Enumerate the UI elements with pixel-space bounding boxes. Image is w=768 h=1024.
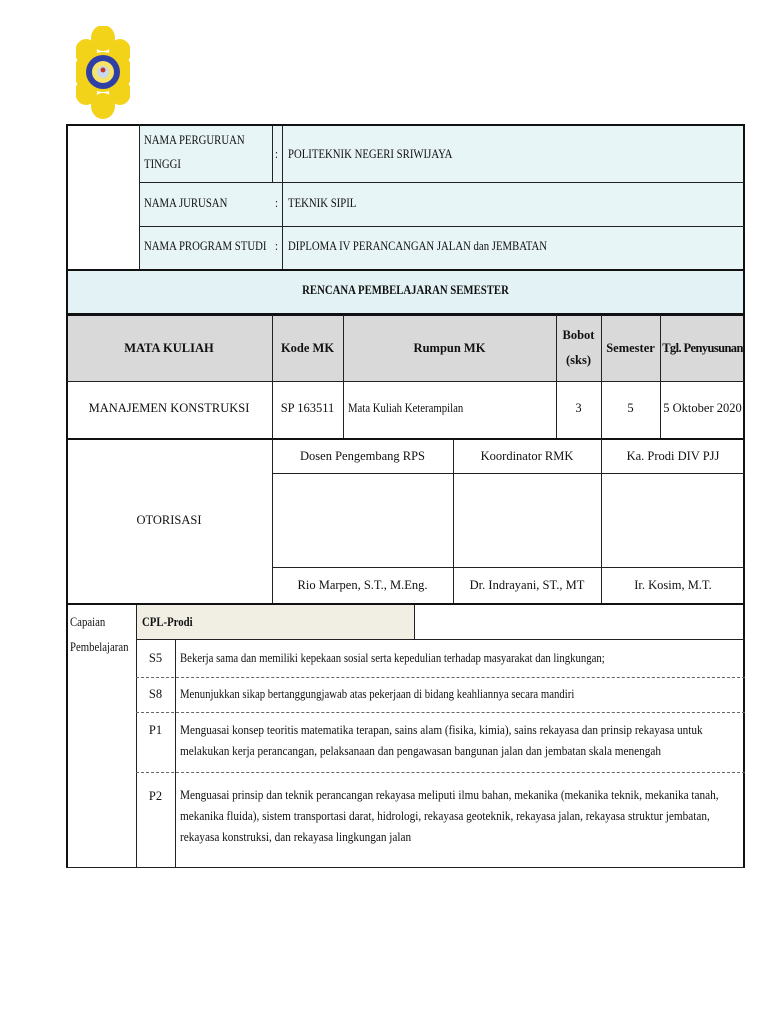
col-mata-kuliah: MATA KULIAH	[124, 341, 214, 355]
cpl-text-s8: Menunjukkan sikap bertanggungjawab atas pekerjaan di bidang keahliannya secara mandiri	[180, 687, 575, 701]
cell-mata-kuliah: MANAJEMEN KONSTRUKSI	[88, 401, 250, 415]
cell-tgl: 5 Oktober 2020	[663, 401, 742, 415]
otorisasi-label: OTORISASI	[136, 513, 202, 527]
col-rumpun-mk: Rumpun MK	[413, 341, 486, 355]
otorisasi-col-3: Ka. Prodi DIV PJJ	[626, 449, 720, 463]
header-label-2: NAMA JURUSAN	[144, 196, 228, 210]
header-value-2: TEKNIK SIPIL	[288, 196, 357, 210]
header-value-1: POLITEKNIK NEGERI SRIWIJAYA	[288, 147, 453, 161]
col-semester: Semester	[606, 341, 655, 355]
col-kode-mk: Kode MK	[280, 341, 335, 355]
header-sep-2: :	[275, 196, 278, 210]
col-tgl: Tgl. Penyusunan	[662, 341, 743, 355]
cpl-text-p2: Menguasai prinsip dan teknik perancangan rekayasa meliputi ilmu bahan, mekanika (mekanika teknik, mekanika tanah, mekanika fluida), sistem transportasi darat, hidrologi, rekayasa geoteknik, rekayasa jalan, rekayasa struktur jembatan, rekayasa konstruksi, dan rekayasa lingkungan jalan	[180, 788, 719, 844]
header-sep-3: :	[275, 239, 278, 253]
signatory-1: Rio Marpen, S.T., M.Eng.	[297, 578, 428, 592]
otorisasi-col-1: Dosen Pengembang RPS	[300, 449, 425, 463]
header-label-1b: TINGGI	[144, 157, 182, 171]
cell-rumpun-mk: Mata Kuliah Keterampilan	[348, 401, 464, 415]
cpl-text-s5: Bekerja sama dan memiliki kepekaan sosial serta kepedulian terhadap masyarakat dan lingkungan;	[180, 651, 605, 665]
cpl-code-p2: P2	[148, 789, 163, 803]
signatory-3: Ir. Kosim, M.T.	[634, 578, 712, 592]
cell-kode-mk: SP 163511	[280, 401, 335, 415]
page-title: RENCANA PEMBELAJARAN SEMESTER	[302, 283, 509, 297]
header-value-3: DIPLOMA IV PERANCANGAN JALAN dan JEMBATAN	[288, 239, 548, 253]
otorisasi-col-2: Koordinator RMK	[480, 449, 574, 463]
header-sep-1: :	[275, 147, 278, 161]
rps-document	[66, 124, 745, 868]
cell-bobot: 3	[575, 401, 582, 415]
cpl-code-s8: S8	[148, 687, 163, 701]
cpl-prodi-heading: CPL-Prodi	[142, 615, 193, 629]
header-label-1: NAMA PERGURUAN	[144, 133, 245, 147]
header-label-3: NAMA PROGRAM STUDI	[144, 239, 267, 253]
capaian-label-1: Capaian	[70, 615, 106, 629]
cell-semester: 5	[627, 401, 634, 415]
col-bobot-2: (sks)	[565, 353, 591, 367]
polsri-logo-icon	[76, 26, 130, 124]
cpl-code-p1: P1	[148, 723, 163, 737]
signatory-2: Dr. Indrayani, ST., MT	[469, 578, 585, 592]
capaian-label-2: Pembelajaran	[70, 640, 129, 654]
col-bobot-1: Bobot	[562, 328, 595, 342]
cpl-text-p1: Menguasai konsep teoritis matematika terapan, sains alam (fisika, kimia), sains rekayasa dan prinsip rekayasa untuk melakukan kerja perancangan, pelaksanaan dan pengawasan bangunan jalan dan jembatan skala menengah	[180, 723, 703, 758]
cpl-code-s5: S5	[148, 651, 163, 665]
